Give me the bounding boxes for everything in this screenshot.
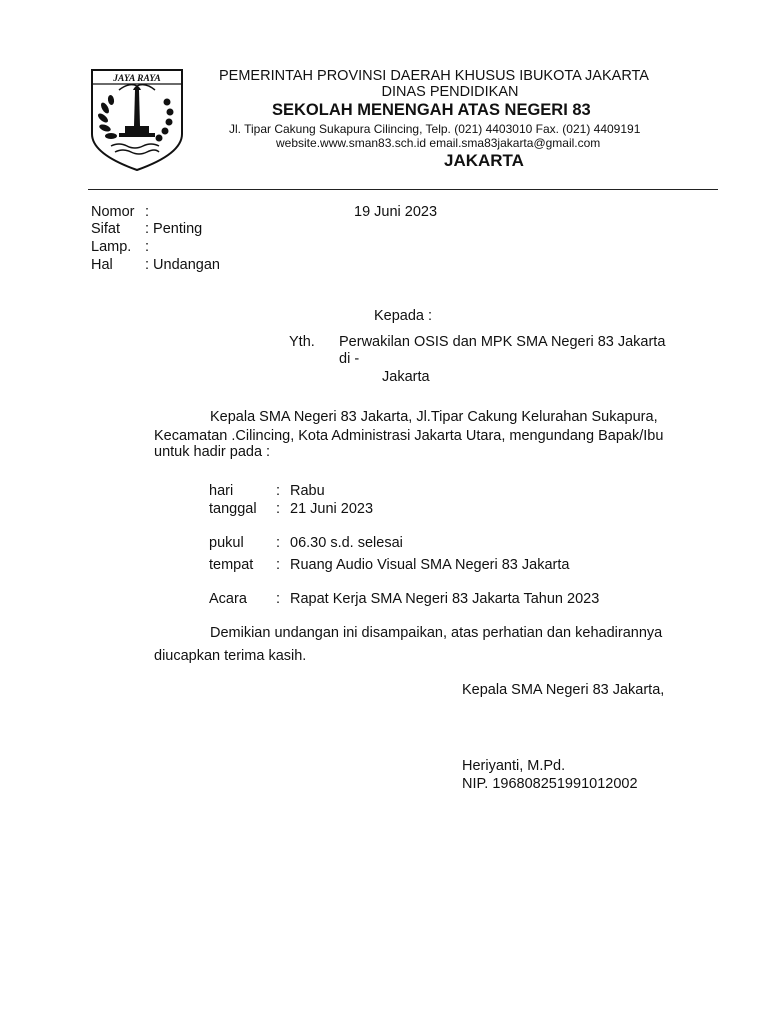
lamp-label: Lamp. [91,239,132,255]
hal-label: Hal [91,257,113,273]
letterhead-line1: PEMERINTAH PROVINSI DAERAH KHUSUS IBUKOTA JAKARTA [219,68,649,84]
recipient-name: Perwakilan OSIS dan MPK SMA Negeri 83 Jakarta [339,334,666,350]
detail-label: tanggal [209,501,257,517]
intro-line1: Kepala SMA Negeri 83 Jakarta, Jl.Tipar Cakung Kelurahan Sukapura, [210,409,658,425]
nomor-value: : [145,204,150,220]
hal-value: : Undangan [145,257,220,273]
kepada-label: Kepada : [374,308,433,324]
detail-label: tempat [209,557,254,573]
letterhead-line2: DINAS PENDIDIKAN [381,84,519,100]
intro-line2: Kecamatan .Cilincing, Kota Administrasi Jakarta Utara, mengundang Bapak/Ibu [154,428,664,444]
jakarta-emblem-logo [89,68,185,172]
lamp-value: : [145,239,150,255]
signature-title: Kepala SMA Negeri 83 Jakarta, [462,682,665,698]
detail-label: hari [209,483,234,499]
detail-colon: : [276,557,281,573]
detail-colon: : [276,535,281,551]
school-address: Jl. Tipar Cakung Sukapura Cilincing, Telp. (021) 4403010 Fax. (021) 4409191 [229,122,641,136]
signer-name: Heriyanti, M.Pd. [462,758,566,774]
detail-value: 21 Juni 2023 [290,501,374,517]
yth-label: Yth. [289,334,315,350]
letterhead-divider [88,189,718,190]
detail-value: Ruang Audio Visual SMA Negeri 83 Jakarta [290,557,570,573]
detail-colon: : [276,501,281,517]
recipient-di: di - [339,351,360,367]
nomor-label: Nomor [91,204,135,220]
recipient-city: Jakarta [382,369,430,385]
sifat-value: : Penting [145,221,203,237]
intro-line3: untuk hadir pada : [154,444,271,460]
closing-line2: diucapkan terima kasih. [154,648,307,664]
school-name: SEKOLAH MENENGAH ATAS NEGERI 83 [272,101,591,119]
detail-label: pukul [209,535,244,551]
letterhead-city: JAKARTA [444,151,524,170]
detail-colon: : [276,591,281,607]
letter-date: 19 Juni 2023 [354,204,438,220]
detail-colon: : [276,483,281,499]
closing-line1: Demikian undangan ini disampaikan, atas perhatian dan kehadirannya [210,625,663,641]
school-contact: website.www.sman83.sch.id email.sma83jakarta@gmail.com [276,136,601,150]
sifat-label: Sifat [91,221,121,237]
detail-label: Acara [209,591,247,607]
logo-text: JAYA RAYA [113,74,161,84]
detail-value: 06.30 s.d. selesai [290,535,403,551]
signer-nip: NIP. 196808251991012002 [462,776,638,792]
detail-value: Rapat Kerja SMA Negeri 83 Jakarta Tahun 2023 [290,591,600,607]
detail-value: Rabu [290,483,325,499]
